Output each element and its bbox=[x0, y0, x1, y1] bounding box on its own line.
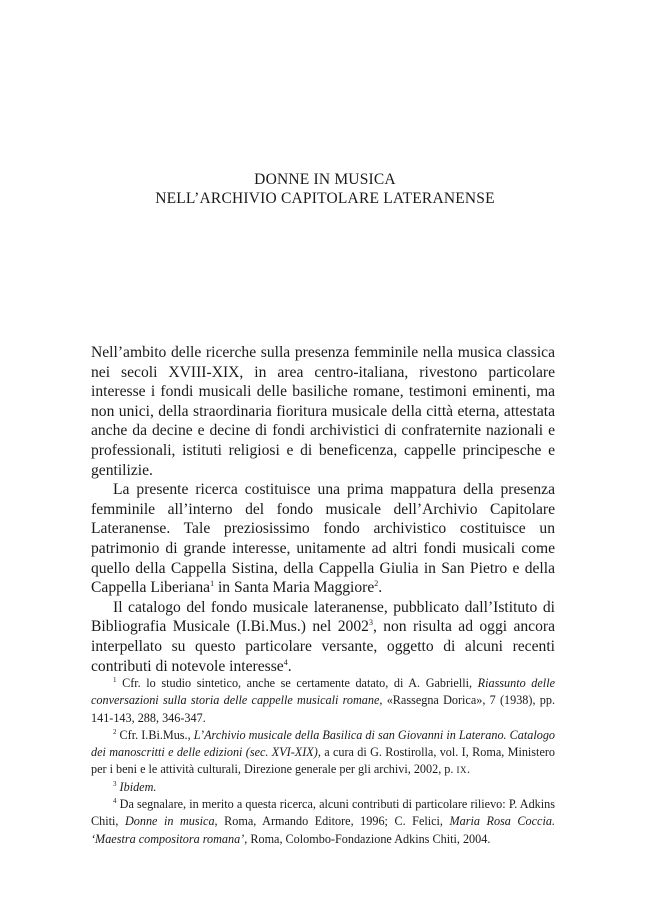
chapter-title-line-1: DONNE IN MUSICA bbox=[254, 171, 396, 188]
footnote-4-text-b: , Roma, Armando Editore, 1996; C. Felici, bbox=[214, 814, 450, 829]
paragraph-2-text-c: . bbox=[378, 579, 383, 597]
footnote-1-title: Riassunto delle conversazioni sulla storia delle cappelle musicali romane bbox=[91, 676, 555, 708]
chapter-title bbox=[0, 170, 650, 208]
footnote-2-text-b: , a cura di G. Rostirolla, vol. I, Roma, Ministero per i beni e le attività culturali, Direzione generale per gli archivi, 2002, p. bbox=[91, 745, 556, 777]
footnote-4-title-1: Donne in musica bbox=[124, 814, 215, 829]
footnote-2-text-c: . bbox=[466, 762, 471, 777]
paragraph-1-text: Nell’ambito delle ricerche sulla presenza femminile nella musica classica nei secoli XVIII-XIX, in area centro-italiana, rivestono particolare interesse i fondi musicali delle basiliche romane, testimoni eminenti, ma non unici, della straordinaria fioritura musicale della città eterna, attestata anche da decine e decine di fondi archivistici di confraternite nazionali e professionali, istituti religiosi e di beneficenza, cappelle principesche e gentilizie. bbox=[91, 344, 555, 479]
paragraph-2-text-b: in Santa Maria Maggiore bbox=[214, 579, 375, 597]
footnote-3-number: 3 bbox=[113, 779, 117, 788]
footnote-4 bbox=[91, 796, 555, 848]
footnote-3 bbox=[91, 779, 555, 796]
footnote-4-number: 4 bbox=[113, 797, 117, 806]
main-text bbox=[91, 343, 555, 676]
footnote-2-page-roman: ix bbox=[456, 762, 467, 777]
footnote-2-text-a: Cfr. I.Bi.Mus., bbox=[116, 727, 194, 742]
footnote-2 bbox=[91, 727, 555, 779]
chapter-title-line-2: NELL’ARCHIVIO CAPITOLARE LATERANENSE bbox=[155, 190, 495, 207]
footnote-1-number: 1 bbox=[113, 675, 117, 684]
paragraph-1 bbox=[91, 343, 555, 480]
footnote-ref-1: 1 bbox=[210, 578, 215, 588]
footnote-3-text: Ibidem. bbox=[116, 779, 157, 794]
footnote-1-text-b: , «Rassegna Dorica», 7 (1938), pp. 141-143, 288, 346-347. bbox=[91, 693, 555, 725]
paragraph-3-text-b: , non risulta ad oggi ancora interpellato su questo particolare versante, oggetto di alcuni recenti contributi di notevole interesse bbox=[91, 618, 555, 675]
footnote-ref-3: 3 bbox=[368, 618, 373, 628]
paragraph-3 bbox=[91, 598, 555, 676]
footnote-ref-4: 4 bbox=[283, 657, 288, 667]
footnote-4-text-c: , Roma, Colombo-Fondazione Adkins Chiti, 2004. bbox=[244, 831, 491, 846]
paragraph-3-text-a: Il catalogo del fondo musicale lateranense, pubblicato dall’Istituto di Bibliografia Musicale (I.Bi.Mus.) nel 2002 bbox=[91, 598, 555, 636]
footnote-1-text-a: Cfr. lo studio sintetico, anche se certamente datato, di A. Gabrielli, bbox=[116, 676, 478, 690]
footnotes bbox=[91, 675, 555, 848]
footnote-4-text-a: Da segnalare, in merito a questa ricerca, alcuni contributi di particolare rilievo: P. Adkins Chiti, bbox=[91, 797, 555, 829]
footnote-2-number: 2 bbox=[113, 727, 117, 736]
paragraph-3-text-c: . bbox=[287, 657, 292, 675]
footnote-2-title: L’Archivio musicale della Basilica di san Giovanni in Laterano. Catalogo dei manoscritti e delle edizioni (sec. XVI-XIX) bbox=[91, 727, 556, 760]
footnote-1 bbox=[91, 675, 555, 727]
paragraph-2-text-a: La presente ricerca costituisce una prima mappatura della presenza femminile all’interno del fondo musicale dell’Archivio Capitolare Lateranense. Tale preziosissimo fondo archivistico costituisce un patrimonio di grande interesse, unitamente ad altri fondi musicali come quello della Cappella Sistina, della Cappella Giulia in San Pietro e della Cappella Liberiana bbox=[91, 481, 555, 597]
paragraph-2 bbox=[91, 480, 555, 598]
footnote-ref-2: 2 bbox=[374, 578, 379, 588]
footnote-4-title-2: Maria Rosa Coccia. ‘Maestra compositora romana’ bbox=[91, 814, 555, 846]
